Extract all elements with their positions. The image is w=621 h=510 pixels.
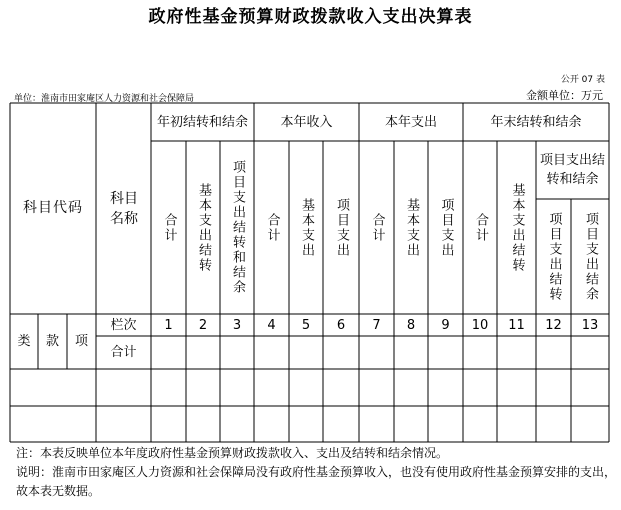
column-number: 7 xyxy=(372,317,381,333)
col-expense-project: 项目支出 xyxy=(438,197,454,258)
item-header: 项 xyxy=(74,334,88,349)
form-number: 公开 07 表 xyxy=(560,75,605,85)
row-label-total: 合计 xyxy=(110,345,137,360)
col-income-project: 项目支出 xyxy=(334,197,349,258)
col-end-basic-carry: 基本支出结转 xyxy=(509,182,525,273)
col-begin-total: 合计 xyxy=(161,212,177,243)
column-number: 5 xyxy=(301,317,311,333)
page-title: 政府性基金预算财政拨款收入支出决算表 xyxy=(148,7,473,27)
group-header-end-balance: 年末结转和结余 xyxy=(490,114,582,130)
col-income-basic: 基本支出 xyxy=(299,197,314,258)
col-end-project-jiezhuan: 项目支出结转 xyxy=(546,211,562,302)
col-end-total: 合计 xyxy=(473,212,488,243)
column-number: 10 xyxy=(471,317,489,333)
column-number: 8 xyxy=(406,317,416,333)
column-number: 1 xyxy=(164,317,173,333)
column-number: 3 xyxy=(232,317,242,333)
money-unit: 金额单位：万元 xyxy=(526,89,603,102)
row-label-column-number: 栏次 xyxy=(110,317,137,333)
class-header: 类 xyxy=(17,334,31,349)
subject-code-header: 科目代码 xyxy=(23,200,83,216)
unit-label: 单位：淮南市田家庵区人力资源和社会保障局 xyxy=(14,94,195,104)
col-end-project-jieyu: 项目支出结余 xyxy=(583,211,598,302)
group-header-income: 本年收入 xyxy=(280,114,333,130)
column-number: 9 xyxy=(441,317,450,333)
column-number: 12 xyxy=(545,317,562,333)
col-begin-basic-carry: 基本支出结转 xyxy=(196,182,211,273)
column-number: 4 xyxy=(267,317,276,333)
section-header: 款 xyxy=(45,334,59,349)
col-end-project-carry-group: 项目支出结转和结余 xyxy=(539,153,605,187)
column-number: 11 xyxy=(508,317,525,333)
col-income-total: 合计 xyxy=(264,212,280,243)
column-number: 13 xyxy=(581,317,599,333)
group-header-begin-balance: 年初结转和结余 xyxy=(156,114,248,130)
explanation-note: 说明：淮南市田家庵区人力资源和社会保障局没有政府性基金预算收入，也没有使用政府性基金预算安排的支出，故本表无数据。 xyxy=(16,465,617,498)
group-header-expense: 本年支出 xyxy=(384,114,437,130)
column-number: 6 xyxy=(336,317,346,333)
col-expense-total: 合计 xyxy=(369,212,385,243)
subject-name-header: 科目名称 xyxy=(110,190,138,227)
col-begin-project-carry: 项目支出结转和结余 xyxy=(230,160,245,295)
footnote: 注：本表反映单位本年度政府性基金预算财政拨款收入、支出及结转和结余情况。 xyxy=(16,446,449,460)
col-expense-basic: 基本支出 xyxy=(404,197,419,258)
column-number: 2 xyxy=(198,317,208,333)
